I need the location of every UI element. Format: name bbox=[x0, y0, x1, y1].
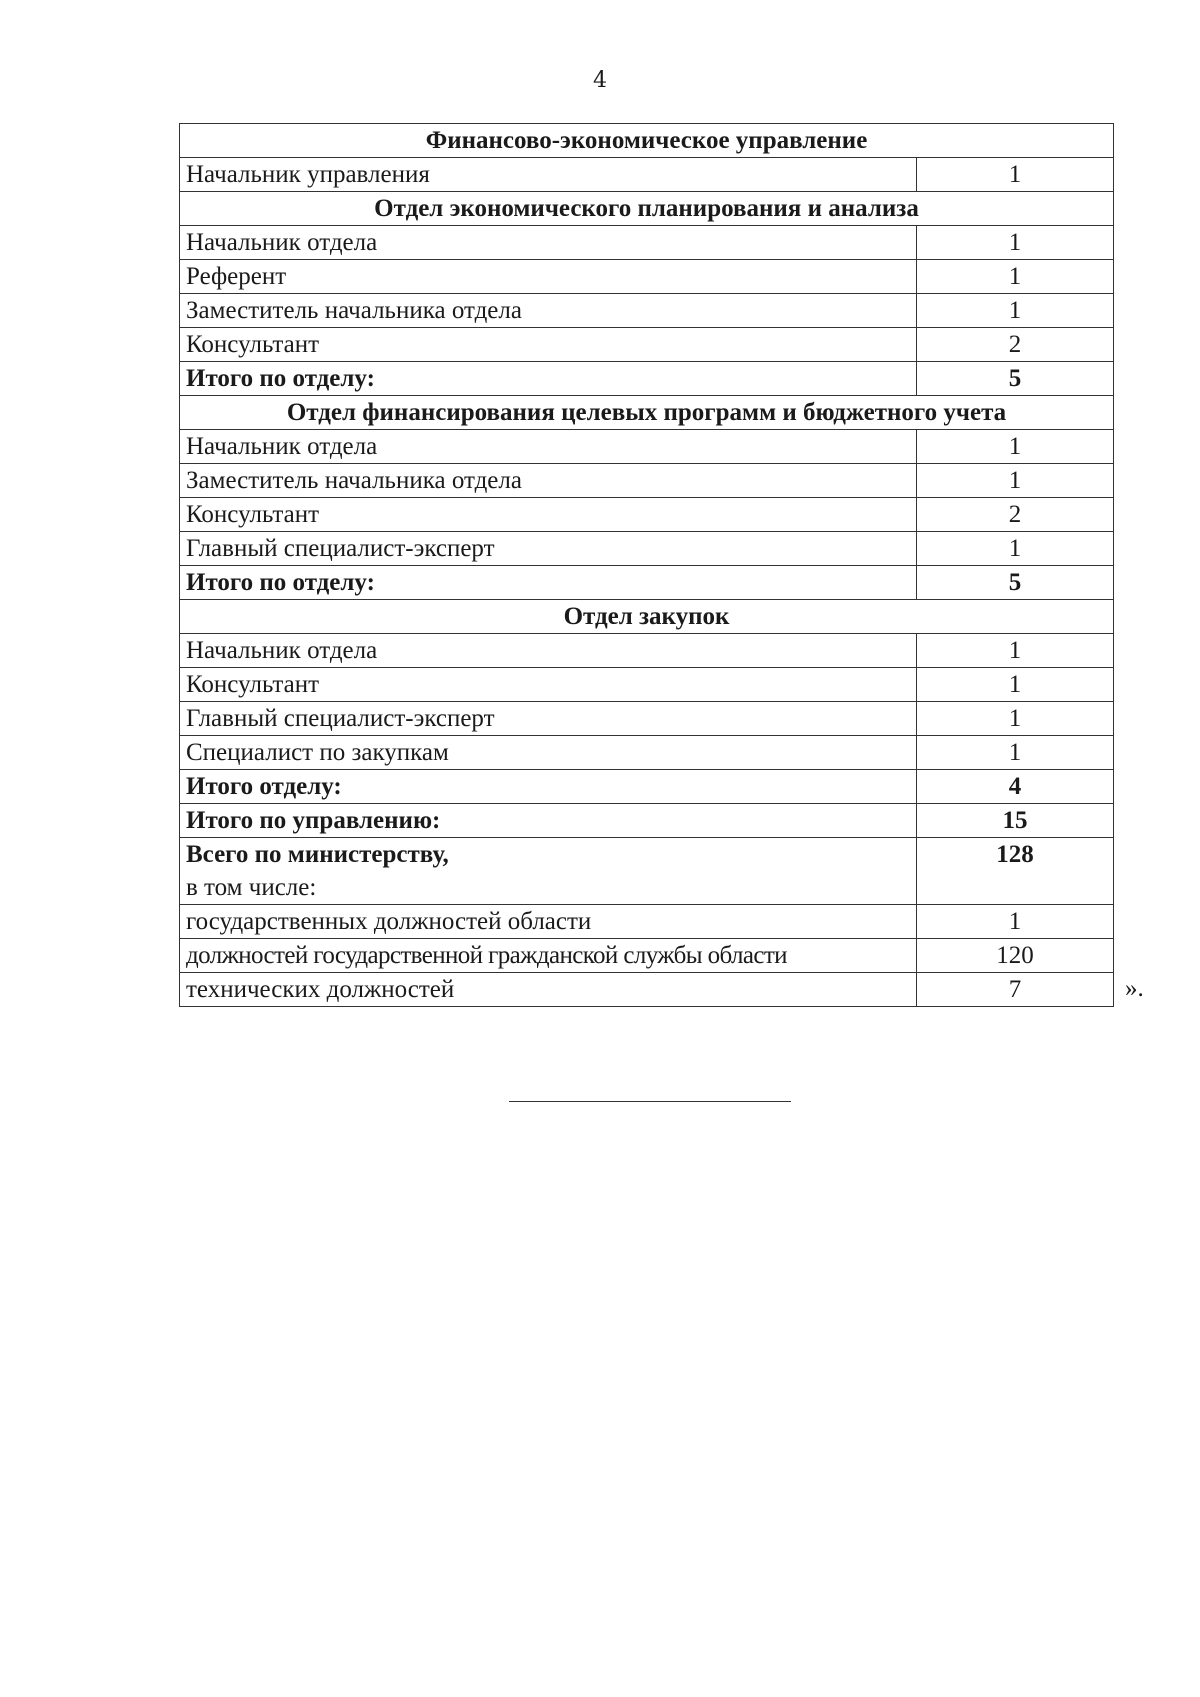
position-title: Начальник отдела bbox=[180, 634, 917, 668]
total-count: 15 bbox=[917, 804, 1114, 838]
total-row bbox=[180, 362, 1114, 396]
position-title: Специалист по закупкам bbox=[180, 736, 917, 770]
position-title: Консультант bbox=[180, 668, 917, 702]
total-label: Итого по отделу: bbox=[180, 566, 917, 600]
position-count: 1 bbox=[917, 158, 1114, 192]
grand-total-label: Всего по министерству, bbox=[186, 841, 449, 868]
position-count: 7 bbox=[917, 973, 1114, 1007]
table-row bbox=[180, 464, 1114, 498]
grand-total-row bbox=[180, 838, 1114, 905]
total-row bbox=[180, 770, 1114, 804]
position-count: 1 bbox=[917, 668, 1114, 702]
total-row bbox=[180, 566, 1114, 600]
table-row bbox=[180, 260, 1114, 294]
table-row bbox=[180, 736, 1114, 770]
position-count: 1 bbox=[917, 702, 1114, 736]
position-count: 1 bbox=[917, 294, 1114, 328]
grand-total-sublabel: в том числе: bbox=[186, 874, 317, 901]
table-row bbox=[180, 294, 1114, 328]
position-title: Начальник отдела bbox=[180, 226, 917, 260]
table-row bbox=[180, 328, 1114, 362]
position-title: Начальник управления bbox=[180, 158, 917, 192]
page-number: 4 bbox=[593, 68, 607, 93]
table-row bbox=[180, 430, 1114, 464]
grand-total-count: 128 bbox=[917, 838, 1114, 905]
table-row bbox=[180, 668, 1114, 702]
section-header-row bbox=[180, 396, 1114, 430]
position-title: Консультант bbox=[180, 498, 917, 532]
total-count: 4 bbox=[917, 770, 1114, 804]
position-title: Главный специалист-эксперт bbox=[180, 702, 917, 736]
position-count: 120 bbox=[917, 939, 1114, 973]
breakdown-row bbox=[180, 939, 1114, 973]
table-row bbox=[180, 634, 1114, 668]
total-count: 5 bbox=[917, 362, 1114, 396]
table-row bbox=[180, 158, 1114, 192]
breakdown-row bbox=[180, 905, 1114, 939]
position-count: 1 bbox=[917, 260, 1114, 294]
total-label: Итого по отделу: bbox=[180, 362, 917, 396]
section-title: Отдел экономического планирования и анализа bbox=[180, 192, 1114, 226]
position-count: 1 bbox=[917, 736, 1114, 770]
table-row bbox=[180, 226, 1114, 260]
position-count: 1 bbox=[917, 464, 1114, 498]
position-title: Заместитель начальника отдела bbox=[180, 464, 917, 498]
total-row bbox=[180, 804, 1114, 838]
position-title: Референт bbox=[180, 260, 917, 294]
staffing-table-body bbox=[180, 124, 1114, 1007]
position-title: Начальник отдела bbox=[180, 430, 917, 464]
staffing-table bbox=[179, 123, 1114, 1007]
total-count: 5 bbox=[917, 566, 1114, 600]
table-row bbox=[180, 532, 1114, 566]
position-count: 1 bbox=[917, 634, 1114, 668]
section-header-row bbox=[180, 124, 1114, 158]
total-label: Итого по управлению: bbox=[180, 804, 917, 838]
position-title: Консультант bbox=[180, 328, 917, 362]
position-count: 1 bbox=[917, 905, 1114, 939]
breakdown-label: государственных должностей области bbox=[180, 905, 917, 939]
section-header-row bbox=[180, 600, 1114, 634]
position-count: 2 bbox=[917, 498, 1114, 532]
position-count: 2 bbox=[917, 328, 1114, 362]
breakdown-row bbox=[180, 973, 1114, 1007]
section-title: Финансово-экономическое управление bbox=[180, 124, 1114, 158]
position-count: 1 bbox=[917, 226, 1114, 260]
closing-quote-mark: ». bbox=[1125, 975, 1144, 1002]
position-count: 1 bbox=[917, 532, 1114, 566]
separator-line bbox=[509, 1101, 791, 1102]
breakdown-label: технических должностей bbox=[180, 973, 917, 1007]
position-title: Заместитель начальника отдела bbox=[180, 294, 917, 328]
grand-total-cell bbox=[180, 838, 917, 905]
table-row bbox=[180, 702, 1114, 736]
breakdown-label: должностей государственной гражданской службы области bbox=[180, 939, 917, 973]
position-title: Главный специалист-эксперт bbox=[180, 532, 917, 566]
table-row bbox=[180, 498, 1114, 532]
total-label: Итого отделу: bbox=[180, 770, 917, 804]
position-count: 1 bbox=[917, 430, 1114, 464]
section-header-row bbox=[180, 192, 1114, 226]
section-title: Отдел закупок bbox=[180, 600, 1114, 634]
section-title: Отдел финансирования целевых программ и бюджетного учета bbox=[180, 396, 1114, 430]
